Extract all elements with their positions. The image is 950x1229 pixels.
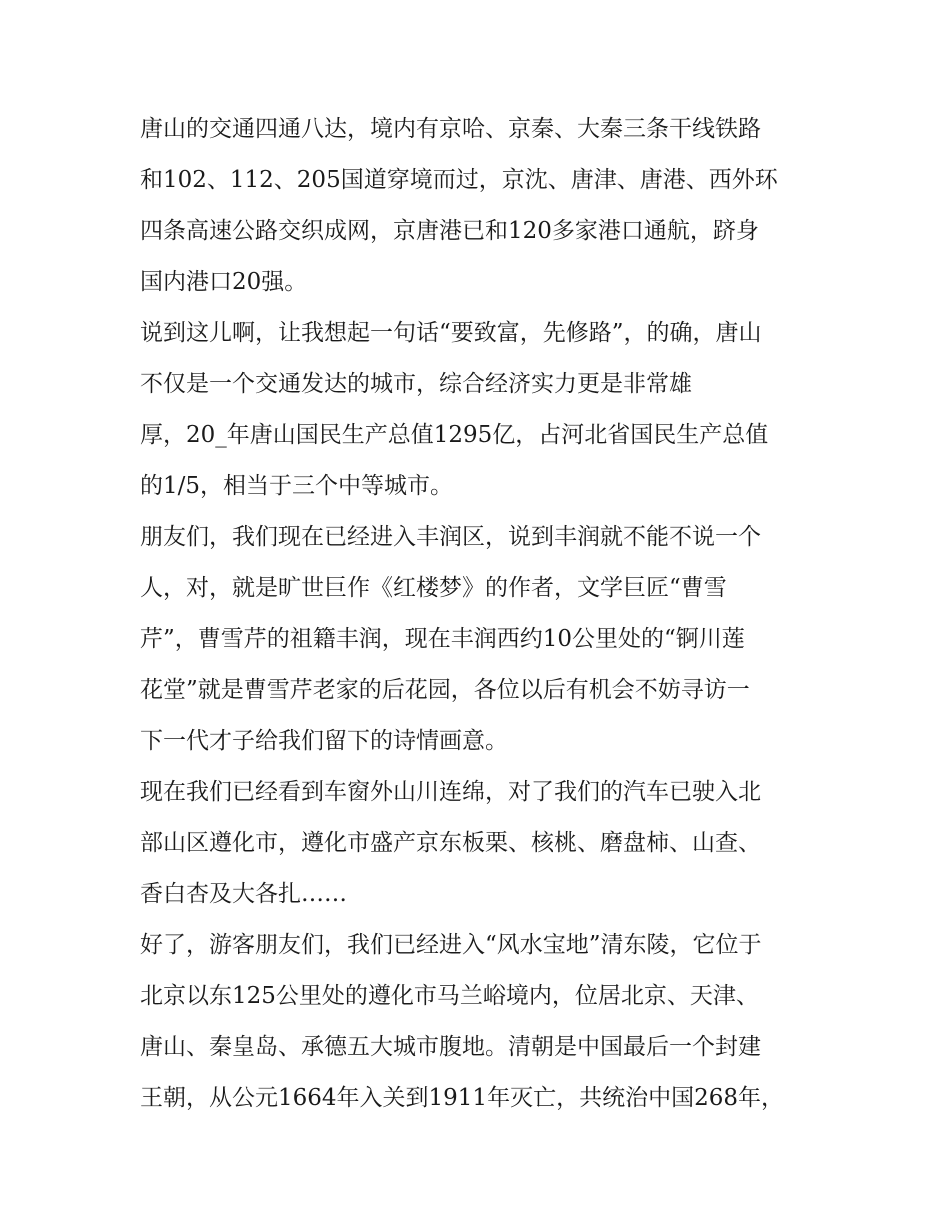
text-line: 北京以东125公里处的遵化市马兰峪境内，位居北京、天津、: [140, 983, 759, 1009]
text-line: 王朝，从公元1664年入关到1911年灭亡，共统治中国268年，: [140, 1085, 784, 1111]
text-line: 唐山的交通四通八达，境内有京哈、京秦、大秦三条干线铁路: [140, 116, 761, 142]
text-line: 芹”，曹雪芹的祖籍丰润，现在丰润西约10公里处的“锕川莲: [140, 626, 745, 652]
paragraph-transportation: [140, 104, 820, 308]
text-line: 不仅是一个交通发达的城市，综合经济实力更是非常雄: [140, 371, 692, 397]
paragraph-eastern-qing-tombs: [140, 920, 820, 1124]
text-line: 香白杏及大各扎……: [140, 881, 347, 907]
text-line: 朋友们，我们现在已经进入丰润区，说到丰润就不能不说一个: [140, 524, 761, 550]
text-line: 说到这儿啊，让我想起一句话“要致富，先修路”，的确，唐山: [140, 320, 762, 346]
text-line: 四条高速公路交织成网，京唐港已和120多家港口通航，跻身: [140, 218, 759, 244]
paragraph-economy: [140, 308, 820, 512]
document-body: [140, 104, 820, 1124]
text-line: 下一代才子给我们留下的诗情画意。: [140, 728, 508, 754]
text-line: 好了，游客朋友们，我们已经进入“风水宝地”清东陵，它位于: [140, 932, 762, 958]
text-line: 人，对，就是旷世巨作《红楼梦》的作者，文学巨匠“曹雪: [140, 575, 727, 601]
text-line: 国内港口20强。: [140, 269, 308, 295]
text-line: 花堂”就是曹雪芹老家的后花园，各位以后有机会不妨寻访一: [140, 677, 750, 703]
text-line: 厚，20_年唐山国民生产总值1295亿，占河北省国民生产总值: [140, 422, 769, 448]
text-line: 和102、112、205国道穿境而过，京沈、唐津、唐港、西外环: [140, 167, 778, 193]
paragraph-zunhua: [140, 767, 820, 920]
text-line: 唐山、秦皇岛、承德五大城市腹地。清朝是中国最后一个封建: [140, 1034, 761, 1060]
text-line: 现在我们已经看到车窗外山川连绵，对了我们的汽车已驶入北: [140, 779, 761, 805]
paragraph-fengrun: [140, 512, 820, 767]
text-line: 部山区遵化市，遵化市盛产京东板栗、核桃、磨盘柿、山查、: [140, 830, 761, 856]
text-line: 的1/5，相当于三个中等城市。: [140, 473, 454, 499]
